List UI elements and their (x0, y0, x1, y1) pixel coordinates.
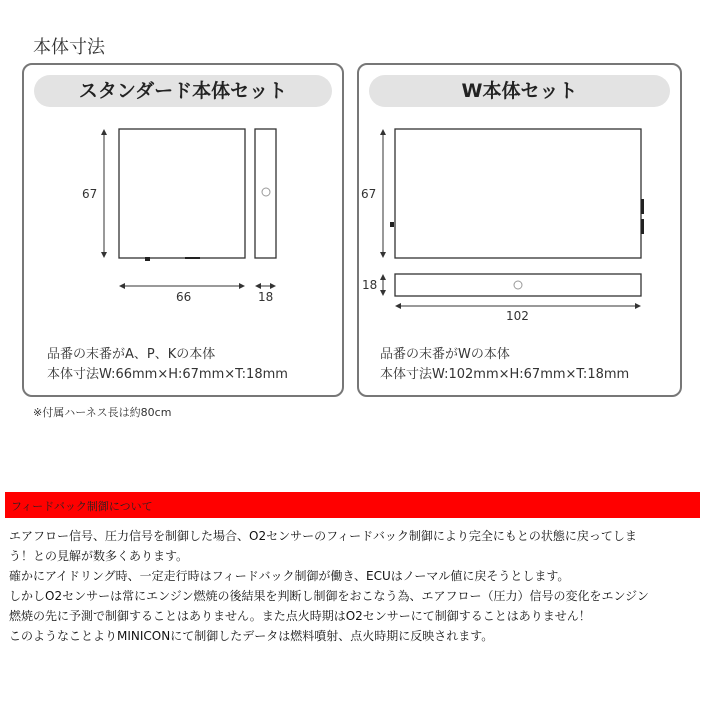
standard-set-header: スタンダード本体セット (34, 75, 332, 107)
standard-body-side (255, 129, 276, 258)
feedback-line: う！との見解が数多くあります。 (9, 549, 189, 563)
standard-width-label: 66 (176, 290, 192, 304)
feedback-heading: フィードバック制御について (11, 500, 153, 513)
w-width-label: 102 (506, 309, 529, 323)
w-connector (641, 219, 644, 234)
w-connector (641, 199, 644, 214)
standard-connector (145, 257, 150, 261)
w-desc-line2: 本体寸法W:102mm×H:67mm×T:18mm (380, 367, 630, 382)
w-led-icon (514, 281, 522, 289)
w-set-header: W本体セット (369, 75, 670, 107)
harness-note: ※付属ハーネス長は約80cm (33, 406, 172, 419)
w-connector (390, 222, 394, 227)
standard-led-icon (262, 188, 270, 196)
w-body-side (395, 274, 641, 296)
feedback-line: 確かにアイドリング時、一定走行時はフィードバック制御が働き、ECUはノーマル値に戻そうとします。 (9, 569, 570, 583)
feedback-line: しかしO2センサーは常にエンジン燃焼の後結果を判断し制御をおこなう為、エアフロー（圧力）信号の変化をエンジン (9, 589, 649, 603)
w-thickness-label: 18 (362, 278, 378, 292)
standard-thickness-label: 18 (258, 290, 274, 304)
feedback-body (9, 526, 699, 646)
feedback-line: 燃焼の先に予測で制御することはありません。また点火時期はO2センサーにて制御することはありません！ (9, 609, 591, 623)
w-body-front (395, 129, 641, 258)
standard-height-label: 67 (82, 187, 98, 201)
feedback-heading-bar (5, 492, 700, 518)
standard-desc-line1: 品番の末番がA、P、Kの本体 (47, 347, 216, 362)
standard-connector (185, 257, 200, 259)
w-desc-line1: 品番の末番がWの本体 (380, 347, 510, 362)
standard-body-front (119, 129, 245, 258)
w-height-label: 67 (361, 187, 377, 201)
feedback-line: このようなことよりMINICONにて制御したデータは燃料噴射、点火時期に反映されます。 (9, 629, 494, 643)
page-title: 本体寸法 (33, 37, 105, 58)
standard-desc-line2: 本体寸法W:66mm×H:67mm×T:18mm (47, 367, 288, 382)
feedback-line: エアフロー信号、圧力信号を制御した場合、O2センサーのフィードバック制御により完全にもとの状態に戻ってしま (9, 529, 637, 543)
